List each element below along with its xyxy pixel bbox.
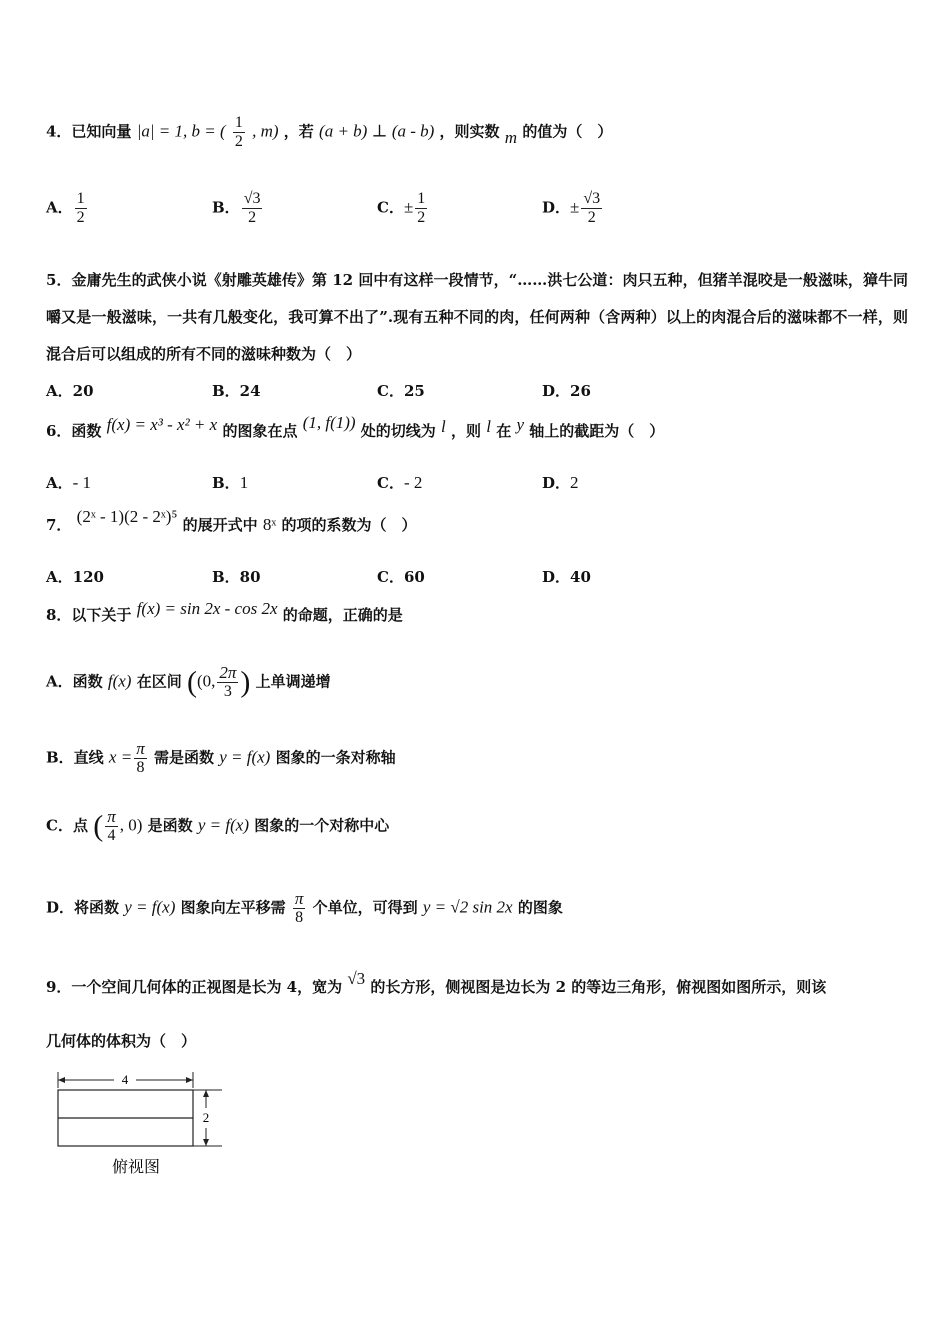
q7-term: 8ˣ bbox=[262, 515, 277, 534]
q4-option-c[interactable]: C．± $\frac{1}{2}$ bbox=[377, 190, 426, 226]
q4-stem: 4．已知向量 |a| = 1, b = ( $\frac{1}{2}$ , m) ，若 (a + b) ⊥ (a - b) ，则实数 m 的值为（ ） bbox=[46, 114, 613, 150]
q8-option-a[interactable]: A．函数 f(x) 在区间 ((0, $\frac{2\pi}{3}$ ) 上单调递增 bbox=[46, 663, 331, 700]
q8-function: f(x) = sin 2x - cos 2x bbox=[136, 599, 278, 618]
q6-option-d[interactable]: D．2 bbox=[542, 473, 579, 492]
q9-sqrt3: √3 bbox=[347, 969, 366, 988]
top-view-height-label: 2 bbox=[202, 1110, 210, 1125]
q8-option-c[interactable]: C．点 ( $\frac{\pi}{4}$ , 0) 是函数 y = f(x) 图象的一个对称中心 bbox=[46, 807, 390, 844]
q4-perpendicular-condition: (a + b) ⊥ (a - b) bbox=[319, 121, 435, 141]
q4-vector-a-condition: |a| = 1, b = ( bbox=[136, 121, 226, 141]
q7-option-d[interactable]: D．40 bbox=[542, 568, 591, 586]
q4-var-m: m bbox=[504, 127, 518, 147]
q4-option-a[interactable]: A． $\frac{1}{2}$ bbox=[46, 190, 85, 226]
top-view-caption: 俯视图 bbox=[111, 1157, 161, 1176]
q5-stem: 5．金庸先生的武侠小说《射雕英雄传》第 12 回中有这样一段情节，“……洪七公道：肉只五种，但猪羊混咬是一般滋味，獐牛同嚼又是一般滋味，一共有几般变化，我可算不出了”.现有五种不同的肉，任何两种（含两种）以上的肉混合后的滋味都不一样，则混合后可以组成的所有不同的滋味种数为（ ） bbox=[46, 271, 908, 363]
q9-stem-line1: 9．一个空间几何体的正视图是长为 4，宽为 √3 的长方形，侧视图是边长为 2 的等边三角形，俯视图如图所示，则该 bbox=[46, 969, 827, 996]
q7-option-a[interactable]: A．120 bbox=[46, 568, 104, 586]
q6-option-c[interactable]: C．- 2 bbox=[377, 473, 423, 492]
q4-option-d[interactable]: D．± $\frac{√3}{2}$ bbox=[542, 190, 601, 226]
q6-point: (1, f(1)) bbox=[302, 413, 356, 432]
q4-option-b[interactable]: B． $\frac{√3}{2}$ bbox=[212, 190, 261, 226]
q6-option-b[interactable]: B．1 bbox=[212, 473, 249, 492]
q5-option-c[interactable]: C．25 bbox=[377, 382, 425, 400]
top-view-figure bbox=[50, 1068, 230, 1182]
q8-option-d[interactable]: D．将函数 y = f(x) 图象向左平移需 $\frac{\pi}{8}$ 个单位，可得到 y = √2 sin 2x 的图象 bbox=[46, 889, 563, 926]
q7-option-c[interactable]: C．60 bbox=[377, 568, 425, 586]
top-view-width-label: 4 bbox=[121, 1072, 129, 1087]
q6-stem: 6．函数 f(x) = x³ - x² + x 的图象在点 (1, f(1)) 处的切线为 l ，则 l 在 y 轴上的截距为（ ） bbox=[46, 413, 665, 440]
q9-stem-line2: 几何体的体积为（ ） bbox=[46, 1032, 197, 1050]
q8-option-b[interactable]: B．直线 x = $\frac{\pi}{8}$ 需是函数 y = f(x) 图象的一条对称轴 bbox=[46, 739, 396, 776]
q8-stem: 8．以下关于 f(x) = sin 2x - cos 2x 的命题，正确的是 bbox=[46, 599, 403, 624]
q4-half-fraction: $\frac{1}{2}$ bbox=[234, 114, 243, 150]
q5-option-d[interactable]: D．26 bbox=[542, 382, 591, 400]
q7-option-b[interactable]: B．80 bbox=[212, 568, 261, 586]
q7-expression: (2ˣ - 1)(2 - 2ˣ)⁵ bbox=[76, 507, 178, 526]
q6-function: f(x) = x³ - x² + x bbox=[106, 415, 218, 434]
q5-option-b[interactable]: B．24 bbox=[212, 382, 261, 400]
q5-option-a[interactable]: A．20 bbox=[46, 382, 94, 400]
q7-stem: 7． (2ˣ - 1)(2 - 2ˣ)⁵ 的展开式中 8ˣ 的项的系数为（ ） bbox=[46, 507, 417, 534]
q6-option-a[interactable]: A．- 1 bbox=[46, 473, 92, 492]
top-view-drawing bbox=[50, 1068, 230, 1178]
